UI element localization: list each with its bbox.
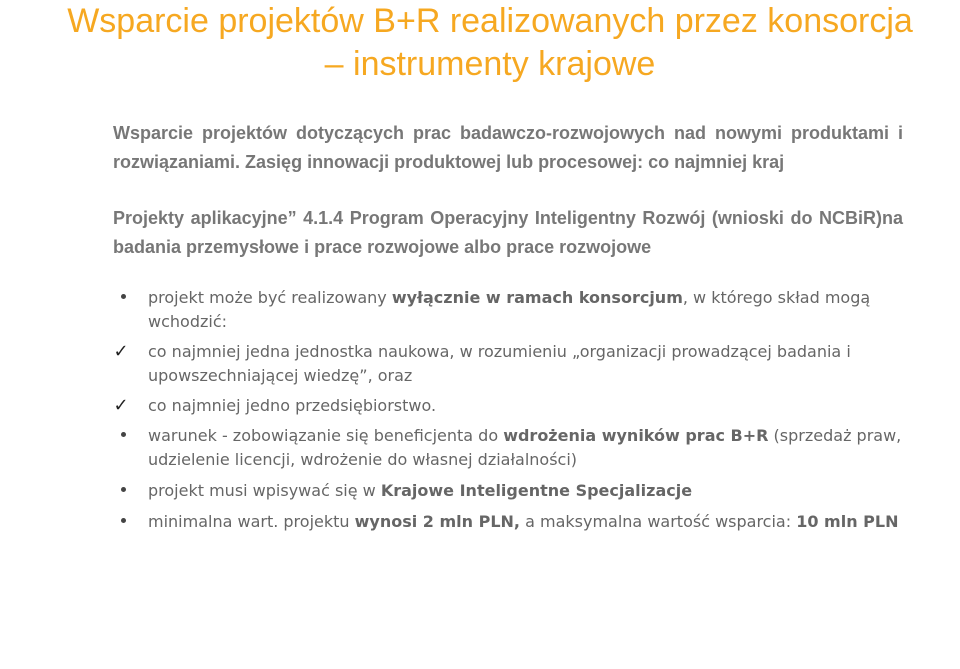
bullet-text: a maksymalna wartość wsparcia: bbox=[520, 512, 797, 531]
round-bullet-icon bbox=[113, 286, 133, 310]
slide-title-line-1: Wsparcie projektów B+R realizowanych przez konsorcja bbox=[67, 2, 913, 40]
round-bullet-icon bbox=[113, 510, 133, 534]
program-paragraph bbox=[113, 204, 903, 262]
list-item bbox=[113, 424, 903, 472]
list-item bbox=[113, 286, 903, 334]
bullet-text: minimalna wart. projektu bbox=[148, 512, 355, 531]
bullet-text-bold: wynosi 2 mln PLN, bbox=[354, 512, 521, 531]
program-lead: Projekty aplikacyjne” 4.1.4 Program Operacyjny Inteligentny Rozwój (wnioski do NCBiR) bbox=[113, 208, 882, 228]
check-item-text: co najmniej jedno przedsiębiorstwo. bbox=[148, 396, 437, 415]
round-bullet-icon bbox=[113, 424, 133, 448]
bullet-text: projekt może być realizowany bbox=[148, 288, 392, 307]
checkmark-icon: ✓ bbox=[113, 395, 129, 416]
bullet-text-bold: wdrożenia wyników prac B+R bbox=[503, 426, 769, 445]
conditions-list bbox=[113, 286, 903, 534]
checkmark-icon: ✓ bbox=[113, 341, 129, 362]
slide-title-line-2: – instrumenty krajowe bbox=[324, 45, 656, 83]
check-item-text: co najmniej jedna jednostka naukowa, w rozumieniu „organizacji prowadzącej badania i upowszechniającej wiedzę”, oraz bbox=[148, 342, 851, 385]
bullet-text: projekt musi wpisywać się w bbox=[148, 481, 381, 500]
bullet-text-bold: Krajowe Inteligentne Specjalizacje bbox=[380, 481, 693, 500]
program-rest: na badania przemysłowe i prace rozwojowe albo prace rozwojowe bbox=[113, 208, 903, 257]
list-item bbox=[113, 479, 903, 503]
intro-paragraph: Wsparcie projektów dotyczących prac badawczo-rozwojowych nad nowymi produktami i rozwiązaniami. Zasięg innowacji produktowej lub procesowej: co najmniej kraj bbox=[113, 123, 903, 172]
bullet-text: , w którego skład mogą wchodzić: bbox=[148, 288, 871, 331]
list-item bbox=[113, 340, 903, 388]
slide-title bbox=[30, 0, 950, 86]
bullet-text: warunek - zobowiązanie się beneficjenta do bbox=[148, 426, 504, 445]
bullet-text-bold: 10 mln PLN bbox=[796, 512, 899, 531]
bullet-text: (sprzedaż praw, udzielenie licencji, wdrożenie do własnej działalności) bbox=[148, 426, 902, 469]
bullet-text-bold: wyłącznie w ramach konsorcjum bbox=[391, 288, 683, 307]
list-item bbox=[113, 394, 903, 418]
list-item bbox=[113, 510, 903, 534]
round-bullet-icon bbox=[113, 479, 133, 503]
